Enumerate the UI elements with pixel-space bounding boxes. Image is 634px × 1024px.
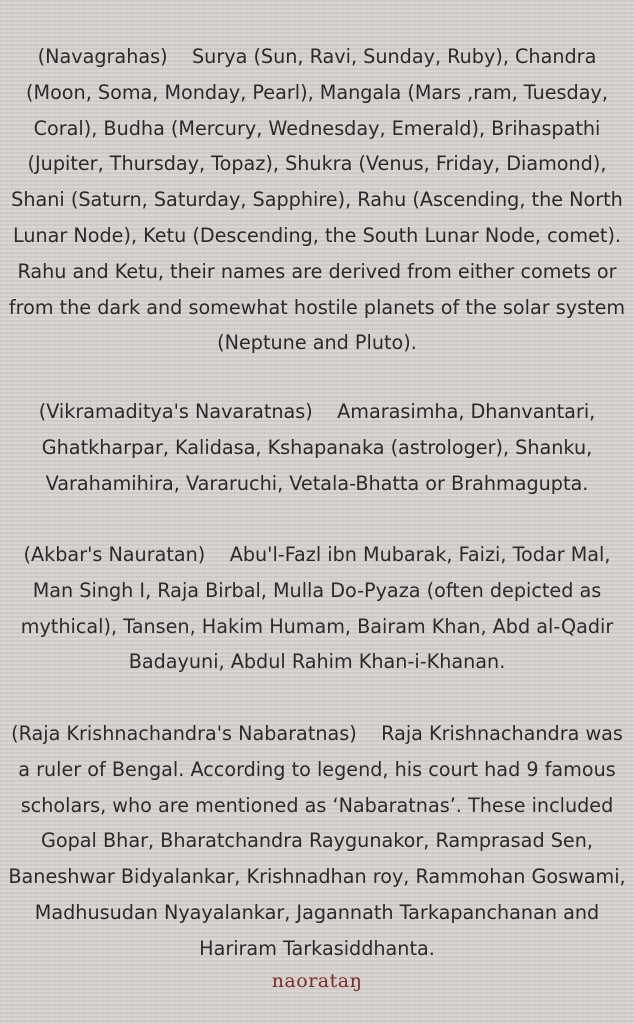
akbar-nauratan-heading: (Akbar's Nauratan) bbox=[23, 543, 206, 566]
navagrahas-heading: (Navagrahas) bbox=[37, 45, 168, 68]
vikramaditya-navaratnas-text: Amarasimha, Dhanvantari, Ghatkharpar, Kalidasa, Kshapanaka (astrologer), Shanku, Varahamihira, Vararuchi, Vetala-Bhatta or Brahmagupta. bbox=[41, 400, 596, 495]
vikramaditya-navaratnas-heading: (Vikramaditya's Navaratnas) bbox=[38, 400, 313, 423]
krishnachandra-nabaratnas-heading: (Raja Krishnachandra's Nabaratnas) bbox=[11, 722, 357, 745]
akbar-nauratan-paragraph bbox=[8, 537, 626, 680]
navagrahas-text: Surya (Sun, Ravi, Sunday, Ruby), Chandra (Moon, Soma, Monday, Pearl), Mangala (Mars ,ram, Tuesday, Coral), Budha (Mercury, Wednesday, Emerald), Brihaspathi (Jupiter, Thursday, Topaz), Shukra (Venus, Friday, Diamond), Shani (Saturn, Saturday, Sapphire), Rahu (Ascending, the North Lunar Node), Ketu (Descending, the South Lunar Node, comet). Rahu and Ketu, their names are derived from either comets or from the dark and somewhat hostile planets of the solar system (Neptune and Pluto). bbox=[8, 45, 626, 355]
akbar-nauratan-text: Abu'l-Fazl ibn Mubarak, Faizi, Todar Mal, Man Singh I, Raja Birbal, Mulla Do-Pyaza (often depicted as mythical), Tansen, Hakim Humam, Bairam Khan, Abd al-Qadir Badayuni, Abdul Rahim Khan-i-Khanan. bbox=[20, 543, 614, 674]
krishnachandra-nabaratnas-text: Raja Krishnachandra was a ruler of Bengal. According to legend, his court had 9 famous scholars, who are mentioned as ‘Nabaratnas’. These included Gopal Bhar, Bharatchandra Raygunakor, Ramprasad Sen, Baneshwar Bidyalankar, Krishnadhan roy, Rammohan Goswami, Madhusudan Nyayalankar, Jagannath Tarkapanchanan and Hariram Tarkasiddhanta. bbox=[8, 722, 626, 960]
vikramaditya-navaratnas-paragraph bbox=[8, 394, 626, 501]
navagrahas-paragraph bbox=[8, 39, 626, 361]
krishnachandra-nabaratnas-paragraph bbox=[8, 716, 626, 967]
naoratan-logo: naorataŋ bbox=[271, 970, 363, 992]
